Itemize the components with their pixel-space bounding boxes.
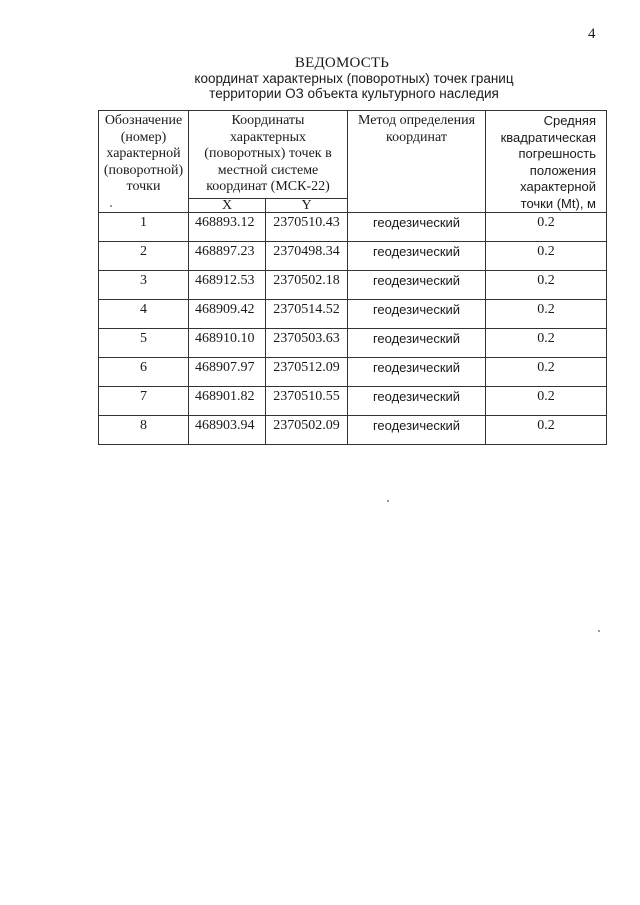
cell-method: геодезический: [348, 358, 486, 387]
cell-x: 468901.82: [189, 387, 266, 416]
title-line-1: координат характерных (поворотных) точек границ: [194, 71, 514, 86]
table-row: [99, 300, 607, 329]
cell-error: 0.2: [486, 300, 607, 329]
cell-error: 0.2: [486, 416, 607, 445]
table-row: [99, 213, 607, 242]
cell-error: 0.2: [486, 387, 607, 416]
cell-error: 0.2: [486, 242, 607, 271]
cell-x: 468903.94: [189, 416, 266, 445]
cell-method: геодезический: [348, 271, 486, 300]
table-row: [99, 329, 607, 358]
cell-method: геодезический: [348, 387, 486, 416]
table-header-row: [99, 111, 607, 199]
cell-point-number: 8: [99, 416, 189, 445]
cell-x: 468907.97: [189, 358, 266, 387]
cell-x: 468912.53: [189, 271, 266, 300]
cell-error: 0.2: [486, 213, 607, 242]
cell-y: 2370512.09: [266, 358, 348, 387]
document-title: [0, 56, 640, 101]
cell-error: 0.2: [486, 329, 607, 358]
coordinates-table: [98, 110, 607, 445]
table-row: [99, 358, 607, 387]
cell-point-number: 7: [99, 387, 189, 416]
scan-speck: [110, 205, 112, 207]
title-main: ВЕДОМОСТЬ: [294, 55, 390, 71]
table-row: [99, 271, 607, 300]
cell-y: 2370510.55: [266, 387, 348, 416]
table-row: [99, 416, 607, 445]
header-error: Средняя квадратическая погрешность положения характерной точки (Mt), м: [486, 111, 607, 213]
cell-error: 0.2: [486, 358, 607, 387]
scan-speck: [598, 630, 600, 632]
header-x: X: [189, 198, 266, 212]
cell-method: геодезический: [348, 300, 486, 329]
cell-x: 468909.42: [189, 300, 266, 329]
page-number: 4: [588, 26, 596, 42]
cell-method: геодезический: [348, 416, 486, 445]
cell-error: 0.2: [486, 271, 607, 300]
cell-method: геодезический: [348, 329, 486, 358]
cell-y: 2370503.63: [266, 329, 348, 358]
cell-method: геодезический: [348, 213, 486, 242]
header-designation: Обозначение (номер) характерной (поворотной) точки: [99, 111, 189, 213]
cell-method: геодезический: [348, 242, 486, 271]
cell-x: 468897.23: [189, 242, 266, 271]
cell-point-number: 4: [99, 300, 189, 329]
table-row: [99, 242, 607, 271]
cell-y: 2370502.18: [266, 271, 348, 300]
header-coordinates: Координаты характерных (поворотных) точек в местной системе координат (МСК-22): [189, 111, 348, 199]
cell-y: 2370502.09: [266, 416, 348, 445]
cell-point-number: 2: [99, 242, 189, 271]
table-body: [99, 213, 607, 445]
header-y: Y: [266, 198, 348, 212]
cell-point-number: 6: [99, 358, 189, 387]
header-method: Метод определения координат: [348, 111, 486, 213]
table-row: [99, 387, 607, 416]
cell-point-number: 1: [99, 213, 189, 242]
cell-y: 2370498.34: [266, 242, 348, 271]
scan-speck: [387, 500, 389, 502]
title-line-2: территории ОЗ объекта культурного наследия: [209, 86, 499, 101]
cell-point-number: 5: [99, 329, 189, 358]
cell-y: 2370514.52: [266, 300, 348, 329]
cell-x: 468910.10: [189, 329, 266, 358]
cell-y: 2370510.43: [266, 213, 348, 242]
cell-point-number: 3: [99, 271, 189, 300]
cell-x: 468893.12: [189, 213, 266, 242]
